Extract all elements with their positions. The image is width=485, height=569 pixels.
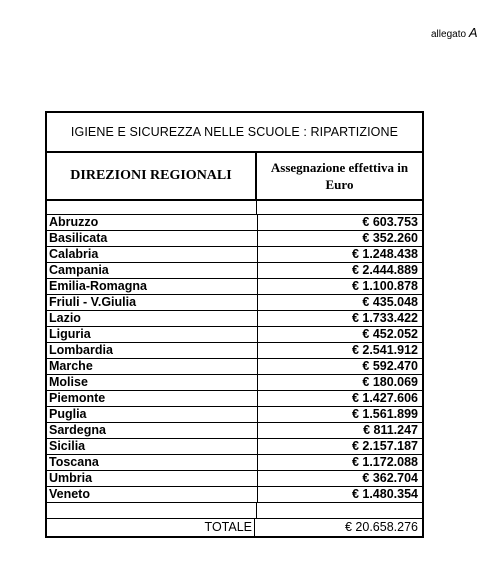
annex-text: allegato: [431, 29, 467, 40]
allocation-table: [45, 111, 424, 538]
table-row: [47, 375, 422, 391]
table-row: [47, 231, 422, 247]
amount-cell: € 1.733.422: [257, 311, 418, 326]
table-row: [47, 343, 422, 359]
region-cell: Lombardia: [49, 343, 113, 357]
table-row: [47, 295, 422, 311]
region-cell: Toscana: [49, 455, 99, 469]
amount-cell: € 2.541.912: [257, 343, 418, 358]
region-cell: Liguria: [49, 327, 91, 341]
region-cell: Campania: [49, 263, 109, 277]
table-row: [47, 407, 422, 423]
amount-cell: € 352.260: [257, 231, 418, 246]
amount-cell: € 435.048: [257, 295, 418, 310]
region-cell: Lazio: [49, 311, 81, 325]
table-title: IGIENE E SICUREZZA NELLE SCUOLE : RIPARTIZIONE: [47, 113, 422, 153]
region-cell: Sicilia: [49, 439, 86, 453]
table-row: [47, 359, 422, 375]
total-amount: € 20.658.276: [345, 520, 418, 534]
table-row: [47, 327, 422, 343]
amount-cell: € 1.561.899: [257, 407, 418, 422]
amount-cell: € 2.157.187: [257, 439, 418, 454]
region-cell: Abruzzo: [49, 215, 99, 229]
column-header-amount-line1: Assegnazione effettiva in: [270, 160, 409, 175]
region-cell: Veneto: [49, 487, 90, 501]
annex-letter: A: [468, 25, 478, 40]
region-cell: Marche: [49, 359, 93, 373]
amount-cell: € 362.704: [257, 471, 418, 486]
amount-cell: € 1.248.438: [257, 247, 418, 262]
amount-cell: € 180.069: [257, 375, 418, 390]
amount-cell: € 603.753: [257, 215, 418, 230]
amount-cell: € 1.480.354: [257, 487, 418, 502]
table-row: [47, 439, 422, 455]
region-cell: Umbria: [49, 471, 93, 485]
region-cell: Sardegna: [49, 423, 106, 437]
table-row: [47, 279, 422, 295]
table-row: [47, 215, 422, 231]
region-cell: Emilia-Romagna: [49, 279, 147, 293]
region-cell: Calabria: [49, 247, 99, 261]
table-row: [47, 423, 422, 439]
table-row: [47, 455, 422, 471]
column-header-amount-line2: Euro: [325, 177, 354, 192]
region-cell: Piemonte: [49, 391, 106, 405]
table-row: [47, 311, 422, 327]
amount-cell: € 1.427.606: [257, 391, 418, 406]
annex-label: [431, 25, 477, 40]
amount-cell: € 452.052: [257, 327, 418, 342]
region-cell: Puglia: [49, 407, 87, 421]
table-row: [47, 471, 422, 487]
table-row: [47, 263, 422, 279]
spacer-row: [47, 201, 422, 215]
amount-cell: € 811.247: [257, 423, 418, 438]
table-header: [47, 153, 422, 201]
column-header-region: DIREZIONI REGIONALI: [47, 153, 257, 199]
spacer-row: [47, 503, 422, 519]
table-row: [47, 391, 422, 407]
amount-cell: € 592.470: [257, 359, 418, 374]
region-cell: Molise: [49, 375, 88, 389]
total-label: TOTALE: [47, 519, 255, 536]
region-cell: Basilicata: [49, 231, 108, 245]
table-row: [47, 487, 422, 503]
table-row: [47, 247, 422, 263]
table-body: [47, 215, 422, 503]
amount-cell: € 2.444.889: [257, 263, 418, 278]
total-row: [47, 519, 422, 536]
region-cell: Friuli - V.Giulia: [49, 295, 137, 309]
amount-cell: € 1.172.088: [257, 455, 418, 470]
column-header-amount: [257, 153, 422, 199]
amount-cell: € 1.100.878: [257, 279, 418, 294]
